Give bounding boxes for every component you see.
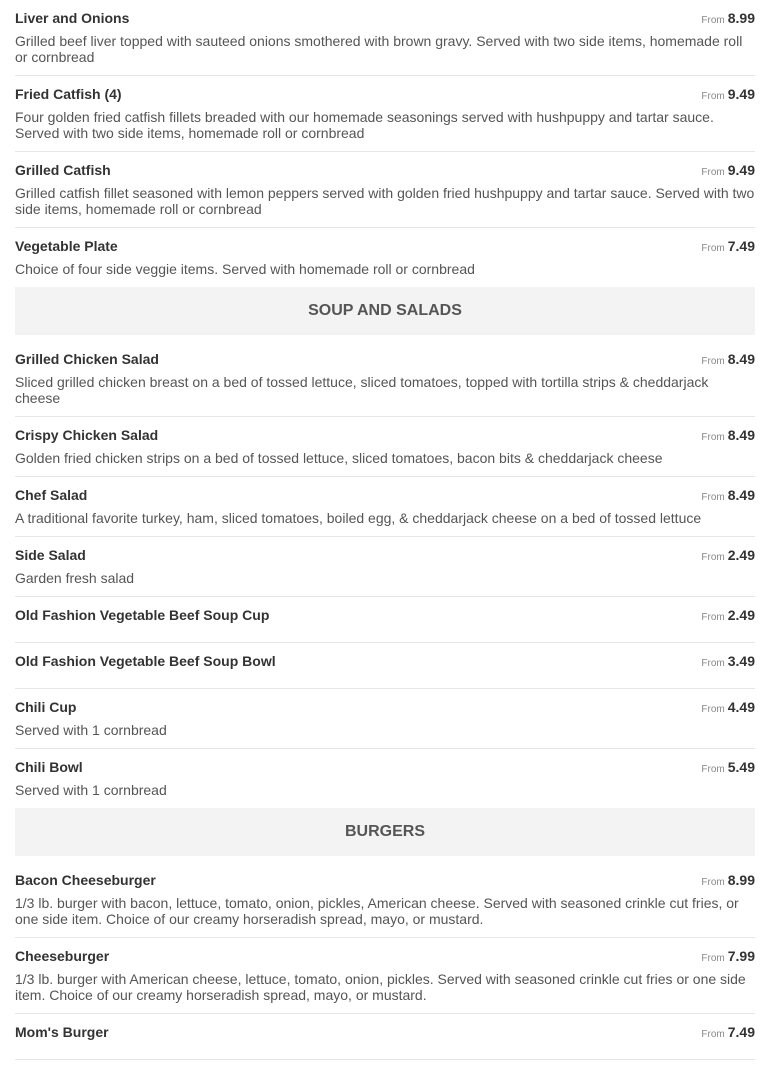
- menu-item[interactable]: [15, 689, 755, 749]
- menu-item-name: Fried Catfish (4): [15, 86, 122, 102]
- menu-item-header: [15, 85, 755, 103]
- menu-item-name: Chili Bowl: [15, 759, 83, 775]
- price-from-label: From: [701, 243, 725, 254]
- menu-item-header: [15, 758, 755, 776]
- price-from-label: From: [701, 612, 725, 623]
- menu-item-price: 4.49: [727, 699, 755, 715]
- menu-item-price: 3.49: [727, 653, 755, 669]
- menu-item[interactable]: [15, 749, 755, 808]
- menu-item-price-wrap: [701, 237, 755, 258]
- price-from-label: From: [701, 552, 725, 563]
- menu-item-header: [15, 698, 755, 716]
- menu-item-name: Grilled Chicken Salad: [15, 351, 159, 367]
- price-from-label: From: [701, 704, 725, 715]
- menu-item-name: Liver and Onions: [15, 10, 130, 26]
- menu-item[interactable]: [15, 152, 755, 228]
- menu-item[interactable]: [15, 76, 755, 152]
- menu-item-description: A traditional favorite turkey, ham, sliced tomatoes, boiled egg, & cheddarjack cheese on a bed of tossed lettuce: [15, 510, 702, 526]
- menu-item-price-wrap: [701, 871, 755, 892]
- menu-item-price-wrap: [701, 9, 755, 30]
- menu-group: [15, 287, 755, 808]
- menu-item-name: Cheeseburger: [15, 948, 110, 964]
- menu-item-price: 2.49: [727, 547, 755, 563]
- menu-item-header: [15, 1023, 755, 1041]
- menu-item-name: Grilled Catfish: [15, 162, 111, 178]
- menu-item-header: [15, 161, 755, 179]
- price-from-label: From: [701, 1029, 725, 1040]
- menu-item-price-wrap: [701, 1023, 755, 1044]
- menu-item-name: Crispy Chicken Salad: [15, 427, 159, 443]
- menu-item[interactable]: [15, 537, 755, 597]
- price-from-label: From: [701, 432, 725, 443]
- menu-item-price-wrap: [701, 350, 755, 371]
- menu-item-price-wrap: [701, 546, 755, 567]
- menu-item-description: Golden fried chicken strips on a bed of tossed lettuce, sliced tomatoes, bacon bits & cheddarjack cheese: [15, 450, 663, 466]
- menu-item-description: Served with 1 cornbread: [15, 722, 167, 738]
- menu-item-price: 2.49: [727, 607, 755, 623]
- menu-item-price: 8.49: [727, 427, 755, 443]
- price-from-label: From: [701, 658, 725, 669]
- menu-item-name: Chef Salad: [15, 487, 88, 503]
- menu-group: [15, 808, 755, 1060]
- menu-item-description: 1/3 lb. burger with bacon, lettuce, tomato, onion, pickles, American cheese. Served with seasoned crinkle cut fries, or one side item. Choice of our creamy horseradish spread, mayo, or mustard.: [15, 895, 739, 927]
- menu-item-price: 7.49: [727, 238, 755, 254]
- menu-item[interactable]: [15, 862, 755, 938]
- menu-item-price-wrap: [701, 426, 755, 447]
- menu-item-name: Old Fashion Vegetable Beef Soup Cup: [15, 607, 270, 623]
- menu-item-header: [15, 546, 755, 564]
- menu-item[interactable]: [15, 228, 755, 287]
- menu-item-name: Vegetable Plate: [15, 238, 118, 254]
- menu-item-price: 9.49: [727, 162, 755, 178]
- menu-item-price-wrap: [701, 486, 755, 507]
- menu-item-description: Grilled catfish fillet seasoned with lemon peppers served with golden fried hushpuppy and tartar sauce. Served with two side items, homemade roll or cornbread: [15, 185, 755, 217]
- menu-item-header: [15, 486, 755, 504]
- menu-item-header: [15, 237, 755, 255]
- menu-item-price-wrap: [701, 85, 755, 106]
- menu-item[interactable]: [15, 1014, 755, 1060]
- menu-item-price: 7.99: [727, 948, 755, 964]
- menu-item-name: Chili Cup: [15, 699, 77, 715]
- menu-item-header: [15, 947, 755, 965]
- menu-item-price: 8.99: [727, 10, 755, 26]
- menu-item-header: [15, 606, 755, 624]
- section-header: SOUP AND SALADS: [15, 287, 755, 335]
- menu-item-description: Sliced grilled chicken breast on a bed of tossed lettuce, sliced tomatoes, topped with tortilla strips & cheddarjack cheese: [15, 374, 709, 406]
- menu-item[interactable]: [15, 938, 755, 1014]
- menu-item-header: [15, 9, 755, 27]
- price-from-label: From: [701, 764, 725, 775]
- menu-item-price: 8.49: [727, 487, 755, 503]
- menu-item-header: [15, 871, 755, 889]
- menu-item-header: [15, 426, 755, 444]
- menu-item[interactable]: [15, 341, 755, 417]
- menu-item-price: 5.49: [727, 759, 755, 775]
- price-from-label: From: [701, 15, 725, 26]
- menu-item-price: 7.49: [727, 1024, 755, 1040]
- menu-item-price: 8.99: [727, 872, 755, 888]
- price-from-label: From: [701, 953, 725, 964]
- menu-item-header: [15, 350, 755, 368]
- price-from-label: From: [701, 492, 725, 503]
- menu-item[interactable]: [15, 477, 755, 537]
- menu-item-description: Choice of four side veggie items. Served with homemade roll or cornbread: [15, 261, 475, 277]
- price-from-label: From: [701, 91, 725, 102]
- menu-group: [15, 0, 755, 287]
- menu-item[interactable]: [15, 597, 755, 643]
- menu-item-price-wrap: [701, 606, 755, 627]
- menu-item-name: Mom's Burger: [15, 1024, 109, 1040]
- menu-item-description: Four golden fried catfish fillets breaded with our homemade seasonings served with hushpuppy and tartar sauce. Served with two side items, homemade roll or cornbread: [15, 109, 714, 141]
- menu-item-price-wrap: [701, 161, 755, 182]
- menu-item-description: Served with 1 cornbread: [15, 782, 167, 798]
- price-from-label: From: [701, 877, 725, 888]
- menu-item[interactable]: [15, 0, 755, 76]
- menu-item-name: Bacon Cheeseburger: [15, 872, 156, 888]
- menu-item-price-wrap: [701, 698, 755, 719]
- price-from-label: From: [701, 167, 725, 178]
- section-header: BURGERS: [15, 808, 755, 856]
- menu-item-price-wrap: [701, 652, 755, 673]
- menu-item[interactable]: [15, 417, 755, 477]
- price-from-label: From: [701, 356, 725, 367]
- menu-item-price: 9.49: [727, 86, 755, 102]
- menu-item-price-wrap: [701, 947, 755, 968]
- menu-item-description: Grilled beef liver topped with sauteed onions smothered with brown gravy. Served with two side items, homemade roll or cornbread: [15, 33, 743, 65]
- menu-item-price-wrap: [701, 758, 755, 779]
- menu-item-name: Old Fashion Vegetable Beef Soup Bowl: [15, 653, 276, 669]
- menu-item-price: 8.49: [727, 351, 755, 367]
- menu-item-name: Side Salad: [15, 547, 86, 563]
- menu-item-header: [15, 652, 755, 670]
- menu-item[interactable]: [15, 643, 755, 689]
- menu-item-description: 1/3 lb. burger with American cheese, lettuce, tomato, onion, pickles. Served with seasoned crinkle cut fries or one side item. Choice of our creamy horseradish spread, mayo, or mustard.: [15, 971, 746, 1003]
- menu-item-description: Garden fresh salad: [15, 570, 135, 586]
